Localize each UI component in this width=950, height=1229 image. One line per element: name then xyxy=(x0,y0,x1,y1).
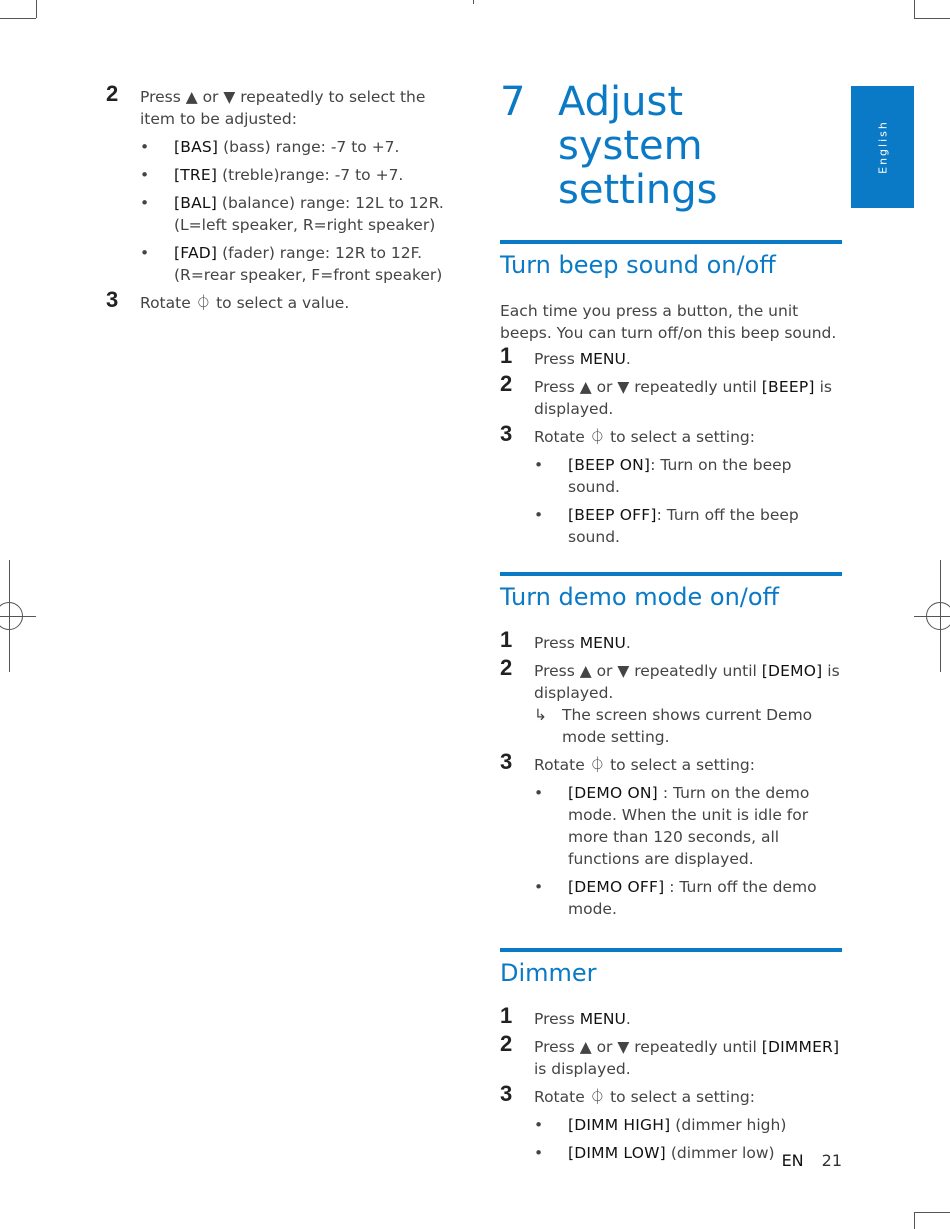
option-desc: : Turn off the beep sound. xyxy=(568,506,799,546)
step-text: is displayed. xyxy=(534,378,832,418)
step-text: Rotate ⏀ to select a setting: xyxy=(534,756,755,774)
option-key: [DEMO] xyxy=(761,662,823,680)
list-item xyxy=(534,454,842,498)
crop-mark-top-right-h xyxy=(914,18,950,19)
step-number: 3 xyxy=(500,1081,513,1106)
footer-language: EN xyxy=(781,1151,804,1170)
chapter-title xyxy=(500,80,842,212)
step-text: Rotate ⏀ to select a setting: xyxy=(534,428,755,446)
step-text: Press xyxy=(534,634,580,652)
step-number: 1 xyxy=(500,1003,513,1028)
list-item xyxy=(140,192,451,236)
step-number: 2 xyxy=(500,1031,513,1056)
registration-mark-left-circle xyxy=(0,602,23,630)
step-number: 1 xyxy=(500,343,513,368)
option-key: [BAS] xyxy=(174,138,219,156)
list-item xyxy=(140,164,451,186)
list-item xyxy=(534,782,842,870)
section-demo xyxy=(500,572,842,920)
crop-mark-top-left-v xyxy=(36,0,37,18)
section-beep xyxy=(500,240,842,548)
list-item xyxy=(140,242,451,286)
section-heading: Dimmer xyxy=(500,959,597,987)
step-text: is displayed. xyxy=(534,662,840,702)
step-text: Press ▲ or ▼ repeatedly to select the item to be adjusted: xyxy=(140,88,426,128)
step-number: 3 xyxy=(106,287,119,312)
section-intro: Each time you press a button, the unit beeps. You can turn off/on this beep sound. xyxy=(500,302,837,342)
section-heading: Turn demo mode on/off xyxy=(500,583,780,611)
page-number: 21 xyxy=(821,1151,842,1170)
step-text: Press ▲ or ▼ repeatedly until xyxy=(534,662,762,680)
chapter-number: 7 xyxy=(500,79,526,125)
list-item xyxy=(140,136,451,158)
left-step-2 xyxy=(106,81,451,286)
result-arrow-icon: ↳ xyxy=(534,706,547,724)
option-key: [DIMM LOW] xyxy=(568,1144,666,1162)
step-number: 3 xyxy=(500,421,513,446)
step-number: 2 xyxy=(500,371,513,396)
option-key: [BEEP OFF] xyxy=(568,506,657,524)
option-desc: (dimmer high) xyxy=(670,1116,787,1134)
option-desc: (balance) range: 12L to 12R. (L=left speaker, R=right speaker) xyxy=(174,194,444,234)
crop-mark-bottom-right-v xyxy=(914,1212,915,1229)
menu-key-label: MENU xyxy=(579,634,626,652)
step-number: 1 xyxy=(500,627,513,652)
step-text: Press ▲ or ▼ repeatedly until xyxy=(534,1038,762,1056)
step-text: . xyxy=(625,634,631,652)
registration-mark-right-circle xyxy=(926,602,950,630)
option-desc: : Turn off the demo mode. xyxy=(568,878,817,918)
menu-key-label: MENU xyxy=(579,350,626,368)
crop-mark-top-right-v xyxy=(914,0,915,18)
option-key: [DIMM HIGH] xyxy=(568,1116,671,1134)
result-note xyxy=(534,704,842,748)
step-text: Rotate ⏀ to select a value. xyxy=(140,294,350,312)
step-text: Rotate ⏀ to select a setting: xyxy=(534,1088,755,1106)
step-number: 2 xyxy=(106,81,119,106)
option-key: [FAD] xyxy=(174,244,218,262)
option-desc: (fader) range: 12R to 12F. (R=rear speaker, F=front speaker) xyxy=(174,244,443,284)
option-key: [BEEP ON] xyxy=(568,456,651,474)
section-heading: Turn beep sound on/off xyxy=(500,251,776,279)
list-item xyxy=(534,876,842,920)
option-key: [DEMO ON] xyxy=(568,784,658,802)
option-key: [BAL] xyxy=(174,194,217,212)
option-desc: (bass) range: -7 to +7. xyxy=(218,138,400,156)
crop-mark-bottom-right-h xyxy=(914,1212,950,1213)
beep-step-2 xyxy=(500,371,842,420)
demo-step-3 xyxy=(500,749,842,920)
menu-key-label: MENU xyxy=(579,1010,626,1028)
result-text: The screen shows current Demo mode setting. xyxy=(562,706,813,746)
demo-step-1 xyxy=(500,627,842,654)
demo-step-2 xyxy=(500,655,842,748)
dimmer-step-2 xyxy=(500,1031,842,1080)
option-desc: (dimmer low) xyxy=(665,1144,775,1162)
list-item xyxy=(534,504,842,548)
right-column xyxy=(500,80,842,1170)
step-text: . xyxy=(625,350,631,368)
option-key: [DEMO OFF] xyxy=(568,878,665,896)
left-column xyxy=(106,81,451,320)
crop-mark-top-left-h xyxy=(0,18,36,19)
option-key: [DIMMER] xyxy=(761,1038,840,1056)
dimmer-step-1 xyxy=(500,1003,842,1030)
option-desc: (treble)range: -7 to +7. xyxy=(217,166,404,184)
language-tab xyxy=(851,86,914,208)
step-number: 3 xyxy=(500,749,513,774)
language-tab-label: English xyxy=(876,120,889,174)
step-text: Press ▲ or ▼ repeatedly until xyxy=(534,378,762,396)
step-text: . xyxy=(625,1010,631,1028)
step-number: 2 xyxy=(500,655,513,680)
option-desc: : Turn on the demo mode. When the unit is idle for more than 120 seconds, all functions are displayed. xyxy=(568,784,810,868)
step-text: is displayed. xyxy=(534,1060,631,1078)
beep-step-1 xyxy=(500,343,842,370)
step-text: Press xyxy=(534,1010,580,1028)
section-dimmer xyxy=(500,948,842,1164)
list-item xyxy=(534,1114,842,1136)
tone-options-list xyxy=(140,136,451,286)
step-text: Press xyxy=(534,350,580,368)
beep-step-3 xyxy=(500,421,842,548)
page-footer xyxy=(782,1151,842,1170)
option-key: [BEEP] xyxy=(761,378,815,396)
demo-options-list xyxy=(534,782,842,920)
option-desc: : Turn on the beep sound. xyxy=(568,456,792,496)
chapter-heading: Adjust system settings xyxy=(558,79,718,213)
crop-mark-top-center xyxy=(473,0,474,4)
beep-options-list xyxy=(534,454,842,548)
option-key: [TRE] xyxy=(174,166,218,184)
left-step-3 xyxy=(106,287,451,314)
